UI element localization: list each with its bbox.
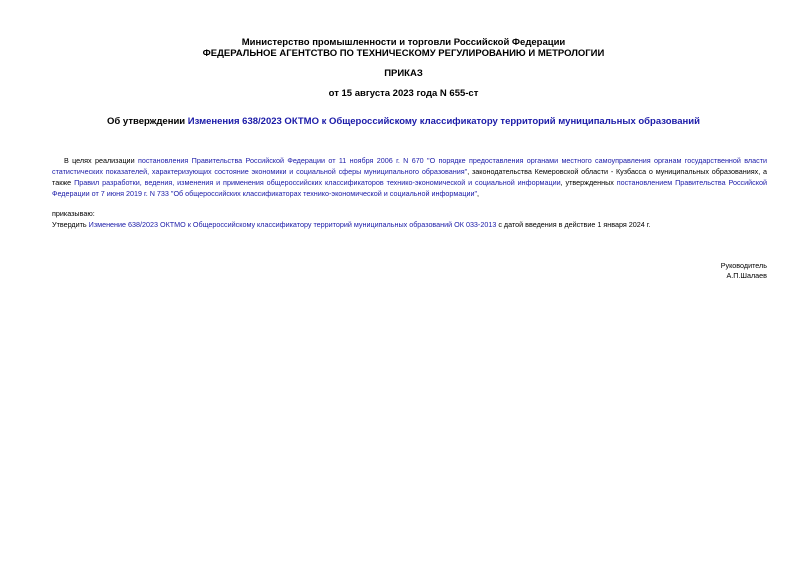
preamble-link-decree-733[interactable]: постановлением Правительства Российской Федерации от 7 июня 2019 г. N 733 "Об общероссийских классификаторах технико-экономической и социальной информации" [52,178,768,198]
preamble-text-2: , законодательства Кемеровской области - Кузбасса о муниципальных образованиях, а также [52,167,767,187]
signature-name: А.П.Шалаев [726,271,767,280]
subject-link[interactable]: Изменения 638/2023 ОКТМО к Общероссийскому классификатору территорий муниципальных образований [187,116,700,127]
subject-prefix: Об утверждении [107,116,188,127]
paragraph-preamble [52,155,767,199]
document-date-number: от 15 августа 2023 года N 655-ст [328,88,479,99]
preamble-text-3: , утвержденных [560,178,617,187]
preamble-text-4: , [477,189,480,198]
approve-text-1: Утвердить [52,220,89,229]
preamble-text-1: В целях реализации [64,156,138,165]
approve-link-change[interactable]: Изменение 638/2023 ОКТМО к Общероссийскому классификатору территорий муниципальных образований ОК 033-2013 [88,220,497,229]
ministry-heading: Министерство промышленности и торговли Российской Федерации [241,37,566,48]
document-type: ПРИКАЗ [384,68,423,79]
approve-text-2: с датой введения в действие 1 января 2024 г. [496,220,651,229]
paragraph-approve [52,219,767,230]
agency-heading: ФЕДЕРАЛЬНОЕ АГЕНТСТВО ПО ТЕХНИЧЕСКОМУ РЕГУЛИРОВАНИЮ И МЕТРОЛОГИИ [202,48,605,59]
preamble-link-decree-670[interactable]: постановления Правительства Российской Федерации от 11 ноября 2006 г. N 670 "О порядке предоставления органами местного самоуправления органам государственной власти статистических показателей, характеризующих состояние экономики и социальной сферы муниципального образования" [52,156,768,176]
paragraph-order: приказываю: [52,209,95,218]
document-subject [0,116,807,127]
signature-title: Руководитель [720,261,767,270]
preamble-link-rules[interactable]: Правил разработки, ведения, изменения и применения общероссийских классификаторов технико-экономической и социальной информации [74,178,561,187]
